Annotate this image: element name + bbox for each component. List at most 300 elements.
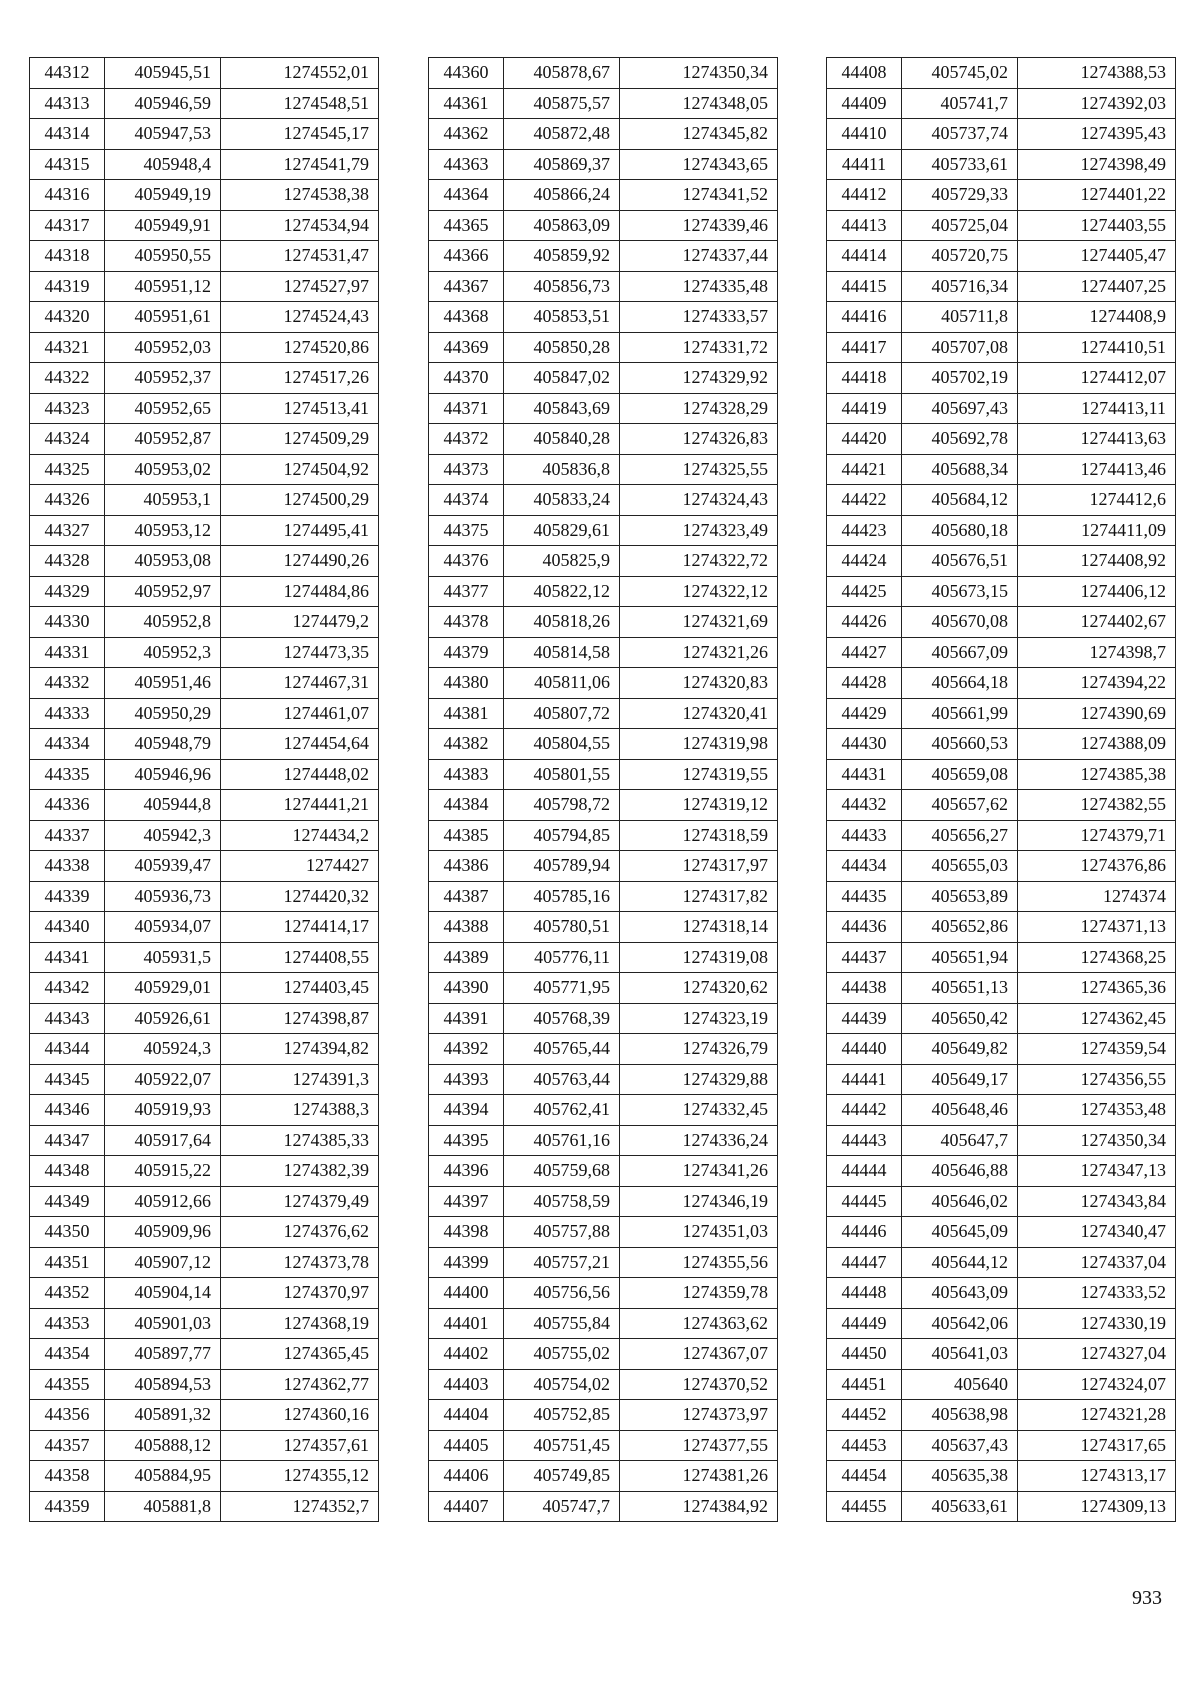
- y-coordinate-cell: 1274413,11: [1018, 393, 1176, 424]
- table-row: [30, 973, 379, 1004]
- x-coordinate-cell: 405789,94: [504, 851, 620, 882]
- x-coordinate-cell: 405733,61: [902, 149, 1018, 180]
- point-id-cell: 44372: [429, 424, 504, 455]
- point-id-cell: 44356: [30, 1400, 105, 1431]
- table-row: [429, 942, 778, 973]
- y-coordinate-cell: 1274410,51: [1018, 332, 1176, 363]
- x-coordinate-cell: 405853,51: [504, 302, 620, 333]
- x-coordinate-cell: 405673,15: [902, 576, 1018, 607]
- y-coordinate-cell: 1274346,19: [620, 1186, 778, 1217]
- x-coordinate-cell: 405919,93: [105, 1095, 221, 1126]
- table-row: [827, 820, 1176, 851]
- table-row: [30, 210, 379, 241]
- table-row: [30, 607, 379, 638]
- y-coordinate-cell: 1274408,92: [1018, 546, 1176, 577]
- point-id-cell: 44313: [30, 88, 105, 119]
- table-row: [30, 1369, 379, 1400]
- table-row: [827, 485, 1176, 516]
- y-coordinate-cell: 1274403,45: [221, 973, 379, 1004]
- y-coordinate-cell: 1274330,19: [1018, 1308, 1176, 1339]
- table-row: [827, 149, 1176, 180]
- table-row: [429, 119, 778, 150]
- point-id-cell: 44445: [827, 1186, 902, 1217]
- y-coordinate-cell: 1274538,38: [221, 180, 379, 211]
- point-id-cell: 44434: [827, 851, 902, 882]
- y-coordinate-cell: 1274333,57: [620, 302, 778, 333]
- x-coordinate-cell: 405757,21: [504, 1247, 620, 1278]
- x-coordinate-cell: 405649,82: [902, 1034, 1018, 1065]
- point-id-cell: 44315: [30, 149, 105, 180]
- table-row: [429, 58, 778, 89]
- table-row: [30, 1339, 379, 1370]
- y-coordinate-cell: 1274398,7: [1018, 637, 1176, 668]
- y-coordinate-cell: 1274345,82: [620, 119, 778, 150]
- point-id-cell: 44428: [827, 668, 902, 699]
- x-coordinate-cell: 405653,89: [902, 881, 1018, 912]
- point-id-cell: 44402: [429, 1339, 504, 1370]
- point-id-cell: 44395: [429, 1125, 504, 1156]
- table-row: [429, 271, 778, 302]
- point-id-cell: 44368: [429, 302, 504, 333]
- y-coordinate-cell: 1274323,19: [620, 1003, 778, 1034]
- y-coordinate-cell: 1274370,52: [620, 1369, 778, 1400]
- point-id-cell: 44393: [429, 1064, 504, 1095]
- x-coordinate-cell: 405649,17: [902, 1064, 1018, 1095]
- y-coordinate-cell: 1274504,92: [221, 454, 379, 485]
- table-row: [30, 1125, 379, 1156]
- x-coordinate-cell: 405818,26: [504, 607, 620, 638]
- table-row: [429, 881, 778, 912]
- table-row: [30, 1186, 379, 1217]
- x-coordinate-cell: 405745,02: [902, 58, 1018, 89]
- table-row: [30, 332, 379, 363]
- point-id-cell: 44447: [827, 1247, 902, 1278]
- table-row: [429, 546, 778, 577]
- x-coordinate-cell: 405945,51: [105, 58, 221, 89]
- y-coordinate-cell: 1274534,94: [221, 210, 379, 241]
- y-coordinate-cell: 1274548,51: [221, 88, 379, 119]
- x-coordinate-cell: 405670,08: [902, 607, 1018, 638]
- y-coordinate-cell: 1274321,28: [1018, 1400, 1176, 1431]
- point-id-cell: 44349: [30, 1186, 105, 1217]
- x-coordinate-cell: 405814,58: [504, 637, 620, 668]
- table-row: [429, 424, 778, 455]
- y-coordinate-cell: 1274412,6: [1018, 485, 1176, 516]
- y-coordinate-cell: 1274394,22: [1018, 668, 1176, 699]
- y-coordinate-cell: 1274319,08: [620, 942, 778, 973]
- x-coordinate-cell: 405888,12: [105, 1430, 221, 1461]
- point-id-cell: 44401: [429, 1308, 504, 1339]
- x-coordinate-cell: 405651,94: [902, 942, 1018, 973]
- y-coordinate-cell: 1274368,19: [221, 1308, 379, 1339]
- point-id-cell: 44324: [30, 424, 105, 455]
- table-row: [827, 119, 1176, 150]
- y-coordinate-cell: 1274319,98: [620, 729, 778, 760]
- y-coordinate-cell: 1274408,55: [221, 942, 379, 973]
- y-coordinate-cell: 1274484,86: [221, 576, 379, 607]
- x-coordinate-cell: 405811,06: [504, 668, 620, 699]
- table-row: [30, 576, 379, 607]
- point-id-cell: 44409: [827, 88, 902, 119]
- point-id-cell: 44412: [827, 180, 902, 211]
- y-coordinate-cell: 1274509,29: [221, 424, 379, 455]
- table-row: [429, 1217, 778, 1248]
- point-id-cell: 44385: [429, 820, 504, 851]
- x-coordinate-cell: 405856,73: [504, 271, 620, 302]
- x-coordinate-cell: 405643,09: [902, 1278, 1018, 1309]
- point-id-cell: 44314: [30, 119, 105, 150]
- table-row: [827, 759, 1176, 790]
- table-row: [30, 302, 379, 333]
- point-id-cell: 44369: [429, 332, 504, 363]
- point-id-cell: 44431: [827, 759, 902, 790]
- x-coordinate-cell: 405642,06: [902, 1308, 1018, 1339]
- x-coordinate-cell: 405646,02: [902, 1186, 1018, 1217]
- point-id-cell: 44403: [429, 1369, 504, 1400]
- x-coordinate-cell: 405922,07: [105, 1064, 221, 1095]
- point-id-cell: 44342: [30, 973, 105, 1004]
- x-coordinate-cell: 405829,61: [504, 515, 620, 546]
- y-coordinate-cell: 1274320,41: [620, 698, 778, 729]
- x-coordinate-cell: 405647,7: [902, 1125, 1018, 1156]
- x-coordinate-cell: 405825,9: [504, 546, 620, 577]
- y-coordinate-cell: 1274324,07: [1018, 1369, 1176, 1400]
- point-id-cell: 44365: [429, 210, 504, 241]
- table-row: [827, 1186, 1176, 1217]
- point-id-cell: 44391: [429, 1003, 504, 1034]
- point-id-cell: 44418: [827, 363, 902, 394]
- point-id-cell: 44340: [30, 912, 105, 943]
- point-id-cell: 44404: [429, 1400, 504, 1431]
- table-row: [30, 820, 379, 851]
- x-coordinate-cell: 405843,69: [504, 393, 620, 424]
- x-coordinate-cell: 405661,99: [902, 698, 1018, 729]
- x-coordinate-cell: 405780,51: [504, 912, 620, 943]
- y-coordinate-cell: 1274379,49: [221, 1186, 379, 1217]
- coordinate-table-right: [826, 57, 1176, 1522]
- table-row: [30, 1400, 379, 1431]
- x-coordinate-cell: 405637,43: [902, 1430, 1018, 1461]
- x-coordinate-cell: 405757,88: [504, 1217, 620, 1248]
- table-row: [429, 1461, 778, 1492]
- point-id-cell: 44359: [30, 1491, 105, 1522]
- table-row: [827, 88, 1176, 119]
- point-id-cell: 44357: [30, 1430, 105, 1461]
- table-row: [827, 302, 1176, 333]
- x-coordinate-cell: 405847,02: [504, 363, 620, 394]
- y-coordinate-cell: 1274373,97: [620, 1400, 778, 1431]
- y-coordinate-cell: 1274370,97: [221, 1278, 379, 1309]
- y-coordinate-cell: 1274374: [1018, 881, 1176, 912]
- x-coordinate-cell: 405768,39: [504, 1003, 620, 1034]
- point-id-cell: 44455: [827, 1491, 902, 1522]
- table-row: [827, 1339, 1176, 1370]
- table-row: [429, 1095, 778, 1126]
- x-coordinate-cell: 405951,46: [105, 668, 221, 699]
- x-coordinate-cell: 405655,03: [902, 851, 1018, 882]
- y-coordinate-cell: 1274324,43: [620, 485, 778, 516]
- y-coordinate-cell: 1274339,46: [620, 210, 778, 241]
- y-coordinate-cell: 1274335,48: [620, 271, 778, 302]
- y-coordinate-cell: 1274365,45: [221, 1339, 379, 1370]
- table-row: [827, 1217, 1176, 1248]
- table-row: [30, 1064, 379, 1095]
- point-id-cell: 44323: [30, 393, 105, 424]
- table-row: [827, 515, 1176, 546]
- table-row: [429, 149, 778, 180]
- x-coordinate-cell: 405836,8: [504, 454, 620, 485]
- point-id-cell: 44344: [30, 1034, 105, 1065]
- y-coordinate-cell: 1274500,29: [221, 485, 379, 516]
- point-id-cell: 44360: [429, 58, 504, 89]
- y-coordinate-cell: 1274390,69: [1018, 698, 1176, 729]
- table-row: [30, 1308, 379, 1339]
- point-id-cell: 44420: [827, 424, 902, 455]
- point-id-cell: 44416: [827, 302, 902, 333]
- y-coordinate-cell: 1274348,05: [620, 88, 778, 119]
- x-coordinate-cell: 405635,38: [902, 1461, 1018, 1492]
- y-coordinate-cell: 1274388,3: [221, 1095, 379, 1126]
- y-coordinate-cell: 1274367,07: [620, 1339, 778, 1370]
- point-id-cell: 44332: [30, 668, 105, 699]
- point-id-cell: 44453: [827, 1430, 902, 1461]
- point-id-cell: 44320: [30, 302, 105, 333]
- x-coordinate-cell: 405652,86: [902, 912, 1018, 943]
- point-id-cell: 44377: [429, 576, 504, 607]
- table-row: [30, 1095, 379, 1126]
- x-coordinate-cell: 405664,18: [902, 668, 1018, 699]
- y-coordinate-cell: 1274402,67: [1018, 607, 1176, 638]
- x-coordinate-cell: 405949,19: [105, 180, 221, 211]
- y-coordinate-cell: 1274318,14: [620, 912, 778, 943]
- y-coordinate-cell: 1274355,56: [620, 1247, 778, 1278]
- x-coordinate-cell: 405667,09: [902, 637, 1018, 668]
- point-id-cell: 44419: [827, 393, 902, 424]
- y-coordinate-cell: 1274321,26: [620, 637, 778, 668]
- table-row: [827, 607, 1176, 638]
- x-coordinate-cell: 405942,3: [105, 820, 221, 851]
- x-coordinate-cell: 405754,02: [504, 1369, 620, 1400]
- y-coordinate-cell: 1274352,7: [221, 1491, 379, 1522]
- y-coordinate-cell: 1274353,48: [1018, 1095, 1176, 1126]
- y-coordinate-cell: 1274385,33: [221, 1125, 379, 1156]
- x-coordinate-cell: 405950,29: [105, 698, 221, 729]
- coordinate-table-middle: [428, 57, 778, 1522]
- y-coordinate-cell: 1274363,62: [620, 1308, 778, 1339]
- point-id-cell: 44396: [429, 1156, 504, 1187]
- point-id-cell: 44387: [429, 881, 504, 912]
- x-coordinate-cell: 405881,8: [105, 1491, 221, 1522]
- table-row: [827, 1156, 1176, 1187]
- x-coordinate-cell: 405656,27: [902, 820, 1018, 851]
- x-coordinate-cell: 405952,37: [105, 363, 221, 394]
- y-coordinate-cell: 1274309,13: [1018, 1491, 1176, 1522]
- y-coordinate-cell: 1274359,54: [1018, 1034, 1176, 1065]
- table-row: [429, 1064, 778, 1095]
- point-id-cell: 44441: [827, 1064, 902, 1095]
- table-row: [429, 1339, 778, 1370]
- table-row: [827, 393, 1176, 424]
- table-row: [30, 1491, 379, 1522]
- table-row: [827, 241, 1176, 272]
- y-coordinate-cell: 1274326,83: [620, 424, 778, 455]
- point-id-cell: 44347: [30, 1125, 105, 1156]
- x-coordinate-cell: 405951,61: [105, 302, 221, 333]
- point-id-cell: 44438: [827, 973, 902, 1004]
- table-row: [827, 1278, 1176, 1309]
- x-coordinate-cell: 405645,09: [902, 1217, 1018, 1248]
- table-row: [429, 668, 778, 699]
- table-row: [30, 88, 379, 119]
- point-id-cell: 44411: [827, 149, 902, 180]
- x-coordinate-cell: 405684,12: [902, 485, 1018, 516]
- table-row: [30, 58, 379, 89]
- x-coordinate-cell: 405660,53: [902, 729, 1018, 760]
- x-coordinate-cell: 405926,61: [105, 1003, 221, 1034]
- point-id-cell: 44435: [827, 881, 902, 912]
- y-coordinate-cell: 1274395,43: [1018, 119, 1176, 150]
- x-coordinate-cell: 405692,78: [902, 424, 1018, 455]
- x-coordinate-cell: 405749,85: [504, 1461, 620, 1492]
- x-coordinate-cell: 405872,48: [504, 119, 620, 150]
- x-coordinate-cell: 405761,16: [504, 1125, 620, 1156]
- x-coordinate-cell: 405650,42: [902, 1003, 1018, 1034]
- y-coordinate-cell: 1274323,49: [620, 515, 778, 546]
- x-coordinate-cell: 405794,85: [504, 820, 620, 851]
- y-coordinate-cell: 1274382,39: [221, 1156, 379, 1187]
- x-coordinate-cell: 405931,5: [105, 942, 221, 973]
- point-id-cell: 44398: [429, 1217, 504, 1248]
- table-row: [30, 1003, 379, 1034]
- table-row: [429, 973, 778, 1004]
- table-row: [30, 1034, 379, 1065]
- point-id-cell: 44354: [30, 1339, 105, 1370]
- y-coordinate-cell: 1274320,83: [620, 668, 778, 699]
- point-id-cell: 44321: [30, 332, 105, 363]
- table-row: [827, 729, 1176, 760]
- x-coordinate-cell: 405950,55: [105, 241, 221, 272]
- x-coordinate-cell: 405897,77: [105, 1339, 221, 1370]
- point-id-cell: 44384: [429, 790, 504, 821]
- y-coordinate-cell: 1274343,84: [1018, 1186, 1176, 1217]
- point-id-cell: 44352: [30, 1278, 105, 1309]
- x-coordinate-cell: 405776,11: [504, 942, 620, 973]
- table-row: [827, 973, 1176, 1004]
- table-row: [429, 210, 778, 241]
- x-coordinate-cell: 405751,45: [504, 1430, 620, 1461]
- point-id-cell: 44433: [827, 820, 902, 851]
- y-coordinate-cell: 1274317,97: [620, 851, 778, 882]
- table-row: [827, 942, 1176, 973]
- y-coordinate-cell: 1274322,12: [620, 576, 778, 607]
- x-coordinate-cell: 405944,8: [105, 790, 221, 821]
- x-coordinate-cell: 405759,68: [504, 1156, 620, 1187]
- table-row: [429, 1034, 778, 1065]
- y-coordinate-cell: 1274336,24: [620, 1125, 778, 1156]
- table-row: [30, 515, 379, 546]
- point-id-cell: 44351: [30, 1247, 105, 1278]
- x-coordinate-cell: 405952,97: [105, 576, 221, 607]
- y-coordinate-cell: 1274490,26: [221, 546, 379, 577]
- x-coordinate-cell: 405659,08: [902, 759, 1018, 790]
- coordinate-table-left: [29, 57, 379, 1522]
- point-id-cell: 44370: [429, 363, 504, 394]
- y-coordinate-cell: 1274479,2: [221, 607, 379, 638]
- x-coordinate-cell: 405904,14: [105, 1278, 221, 1309]
- point-id-cell: 44348: [30, 1156, 105, 1187]
- x-coordinate-cell: 405924,3: [105, 1034, 221, 1065]
- table-row: [30, 271, 379, 302]
- x-coordinate-cell: 405756,56: [504, 1278, 620, 1309]
- table-row: [827, 668, 1176, 699]
- y-coordinate-cell: 1274371,13: [1018, 912, 1176, 943]
- y-coordinate-cell: 1274357,61: [221, 1430, 379, 1461]
- x-coordinate-cell: 405801,55: [504, 759, 620, 790]
- table-row: [429, 1186, 778, 1217]
- table-row: [827, 1369, 1176, 1400]
- y-coordinate-cell: 1274377,55: [620, 1430, 778, 1461]
- point-id-cell: 44392: [429, 1034, 504, 1065]
- table-row: [827, 58, 1176, 89]
- y-coordinate-cell: 1274517,26: [221, 363, 379, 394]
- y-coordinate-cell: 1274333,52: [1018, 1278, 1176, 1309]
- point-id-cell: 44386: [429, 851, 504, 882]
- table-row: [827, 1491, 1176, 1522]
- x-coordinate-cell: 405720,75: [902, 241, 1018, 272]
- x-coordinate-cell: 405741,7: [902, 88, 1018, 119]
- table-row: [429, 88, 778, 119]
- table-row: [429, 637, 778, 668]
- y-coordinate-cell: 1274347,13: [1018, 1156, 1176, 1187]
- table-row: [429, 1430, 778, 1461]
- point-id-cell: 44364: [429, 180, 504, 211]
- point-id-cell: 44383: [429, 759, 504, 790]
- point-id-cell: 44413: [827, 210, 902, 241]
- x-coordinate-cell: 405798,72: [504, 790, 620, 821]
- table-row: [827, 698, 1176, 729]
- y-coordinate-cell: 1274401,22: [1018, 180, 1176, 211]
- point-id-cell: 44329: [30, 576, 105, 607]
- y-coordinate-cell: 1274332,45: [620, 1095, 778, 1126]
- table-row: [30, 454, 379, 485]
- point-id-cell: 44375: [429, 515, 504, 546]
- point-id-cell: 44427: [827, 637, 902, 668]
- point-id-cell: 44379: [429, 637, 504, 668]
- y-coordinate-cell: 1274376,86: [1018, 851, 1176, 882]
- point-id-cell: 44355: [30, 1369, 105, 1400]
- y-coordinate-cell: 1274412,07: [1018, 363, 1176, 394]
- x-coordinate-cell: 405952,03: [105, 332, 221, 363]
- y-coordinate-cell: 1274441,21: [221, 790, 379, 821]
- table-row: [827, 1461, 1176, 1492]
- point-id-cell: 44408: [827, 58, 902, 89]
- table-row: [827, 881, 1176, 912]
- point-id-cell: 44328: [30, 546, 105, 577]
- x-coordinate-cell: 405648,46: [902, 1095, 1018, 1126]
- x-coordinate-cell: 405707,08: [902, 332, 1018, 363]
- x-coordinate-cell: 405953,1: [105, 485, 221, 516]
- point-id-cell: 44322: [30, 363, 105, 394]
- x-coordinate-cell: 405907,12: [105, 1247, 221, 1278]
- table-row: [827, 546, 1176, 577]
- table-row: [429, 790, 778, 821]
- x-coordinate-cell: 405859,92: [504, 241, 620, 272]
- point-id-cell: 44448: [827, 1278, 902, 1309]
- point-id-cell: 44366: [429, 241, 504, 272]
- table-row: [827, 271, 1176, 302]
- x-coordinate-cell: 405765,44: [504, 1034, 620, 1065]
- point-id-cell: 44361: [429, 88, 504, 119]
